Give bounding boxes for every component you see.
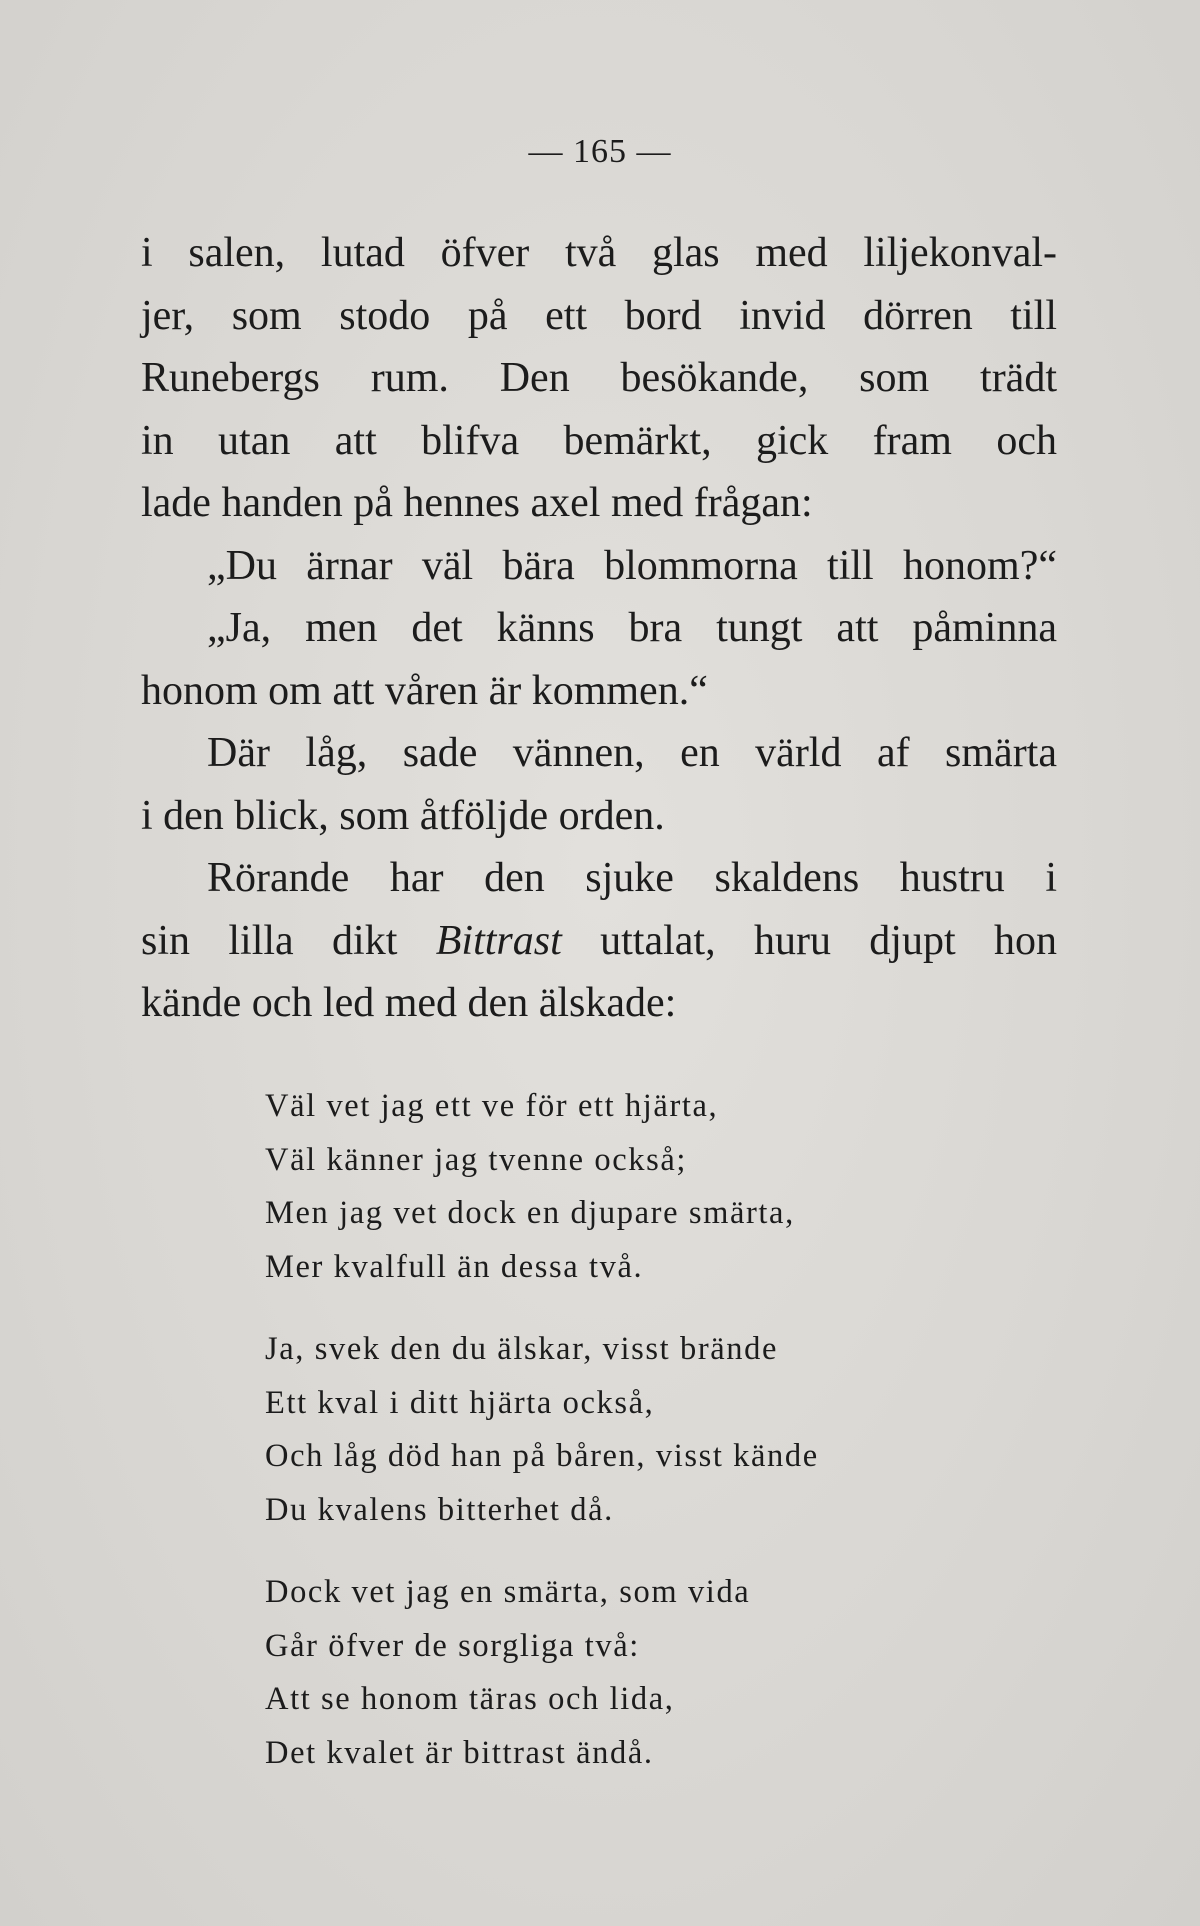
prose-line: kände och led med den älskade: [141,980,677,1026]
quote-line: „Du ärnar väl bära blommorna till honom?“ [207,542,1057,589]
prose-line: Runebergs rum. Den besökande, som trädt [141,355,1057,401]
paragraph-start-line: Där låg, sade vännen, en värld af smärta [207,730,1057,776]
page-number: — 165 — [528,133,672,170]
paragraph-start-line: Rörande har den sjuke skaldens hustru i [207,855,1057,901]
verse-line: Går öfver de sorgliga två: [265,1627,640,1664]
verse-line: Att se honom täras och lida, [265,1681,675,1717]
verse-line: Dock vet jag en smärta, som vida [265,1574,751,1610]
poem-title: Bittrast [435,917,562,964]
quote-line: „Ja, men det känns bra tungt att påminna [207,605,1057,651]
verse-line: Ja, svek den du älskar, visst brände [265,1331,778,1367]
poem-stanza [265,1566,1025,1780]
prose-text: sin lilla dikt [141,917,436,964]
prose-line: lade handen på hennes axel med frågan: [141,480,813,526]
prose-line: i den blick, som åtföljde orden. [141,792,665,839]
verse-line: Väl känner jag tvenne också; [265,1141,688,1178]
verse-line: Ett kval i ditt hjärta också, [265,1384,655,1421]
verse-line: Men jag vet dock en djupare smärta, [265,1195,795,1231]
verse-line: Mer kvalfull än dessa två. [265,1248,644,1285]
prose-line: i salen, lutad öfver två glas med liljekonval- [141,230,1057,276]
prose-line: jer, som stodo på ett bord invid dörren till [141,292,1057,339]
prose-body [141,222,1057,1035]
verse-line: Du kvalens bitterhet då. [265,1491,614,1528]
prose-line: honom om att våren är kommen.“ [141,667,708,714]
poem-stanza [265,1080,1025,1294]
verse-line: Väl vet jag ett ve för ett hjärta, [265,1088,719,1124]
prose-line-with-title [141,910,1057,973]
verse-line: Och låg död han på båren, visst kände [265,1438,819,1474]
verse-line: Det kvalet är bittrast ändå. [265,1734,654,1771]
prose-line: in utan att blifva bemärkt, gick fram och [141,417,1057,464]
poem [265,1080,1025,1809]
poem-stanza [265,1323,1025,1537]
prose-text: uttalat, huru djupt hon [561,917,1057,964]
